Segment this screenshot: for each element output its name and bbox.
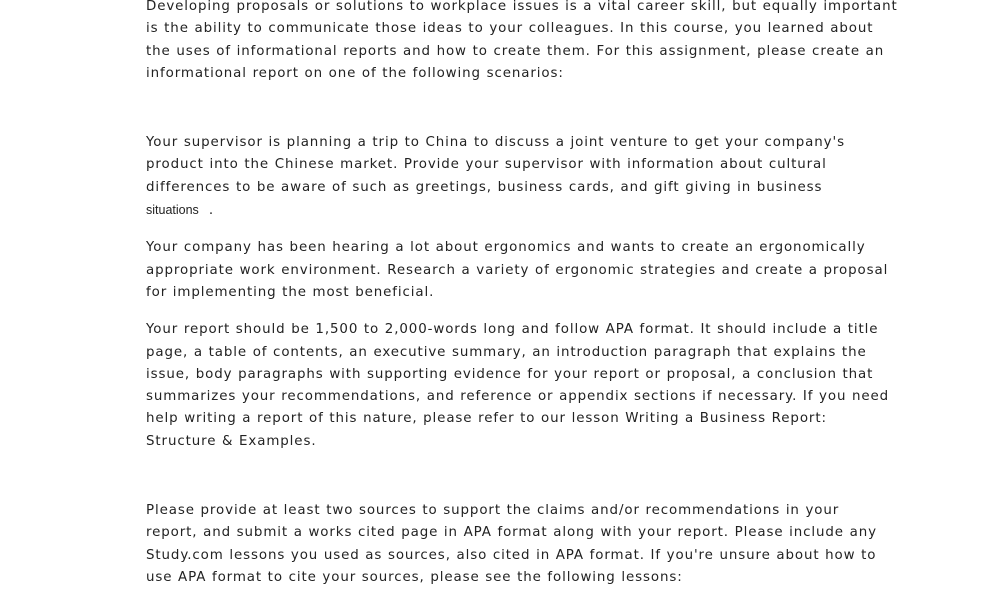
text-line: Developing proposals or solutions to workplace issues is a vital career skill, but equally important — [146, 0, 898, 14]
paragraph-spacer — [146, 453, 866, 485]
text-line: appropriate work environment. Research a variety of ergonomic strategies and create a proposal — [146, 262, 889, 278]
paragraph-spacer — [146, 485, 866, 500]
document-page — [146, 0, 898, 589]
text-fragment: situations — [146, 203, 199, 218]
scenario-ergonomics-paragraph — [146, 237, 889, 304]
text-line: use APA format to cite your sources, please see the following lessons: — [146, 569, 683, 585]
text-line: help writing a report of this nature, please refer to our lesson Writing a Business Report: — [146, 411, 827, 427]
text-line: page, a table of contents, an executive summary, an introduction paragraph that explains the — [146, 344, 867, 360]
text-line: for implementing the most beneficial. — [146, 284, 435, 300]
text-line: Please provide at least two sources to support the claims and/or recommendations in your — [146, 503, 840, 519]
text-line: issue, body paragraphs with supporting evidence for your report or proposal, a conclusion that — [146, 366, 874, 382]
text-line — [146, 199, 866, 222]
scenario-china-paragraph — [146, 132, 866, 222]
text-line: report, and submit a works cited page in APA format along with your report. Please include any — [146, 525, 877, 541]
text-line: informational report on one of the following scenarios: — [146, 65, 564, 81]
text-line: differences to be aware of such as greetings, business cards, and gift giving in business — [146, 179, 823, 195]
text-line: product into the Chinese market. Provide your supervisor with information about cultural — [146, 157, 827, 173]
sources-paragraph — [146, 500, 877, 589]
paragraph-spacer — [146, 117, 866, 132]
text-line: Your supervisor is planning a trip to China to discuss a joint venture to get your company's — [146, 135, 845, 151]
text-line: Your report should be 1,500 to 2,000-words long and follow APA format. It should include a title — [146, 322, 879, 338]
text-line: is the ability to communicate those ideas to your colleagues. In this course, you learned about — [146, 21, 874, 37]
text-line: Study.com lessons you used as sources, also cited in APA format. If you're unsure about how to — [146, 547, 877, 563]
requirements-paragraph — [146, 319, 890, 453]
paragraph-spacer — [146, 222, 866, 237]
paragraph-spacer — [146, 304, 866, 319]
text-line: Your company has been hearing a lot about ergonomics and wants to create an ergonomically — [146, 240, 866, 256]
text-line: the uses of informational reports and how to create them. For this assignment, please create an — [146, 43, 885, 59]
text-line: Structure & Examples. — [146, 433, 317, 449]
paragraph-spacer — [146, 85, 866, 117]
intro-paragraph — [146, 0, 898, 85]
text-line: summarizes your recommendations, and reference or appendix sections if necessary. If you need — [146, 389, 890, 405]
text-fragment: . — [208, 203, 214, 219]
